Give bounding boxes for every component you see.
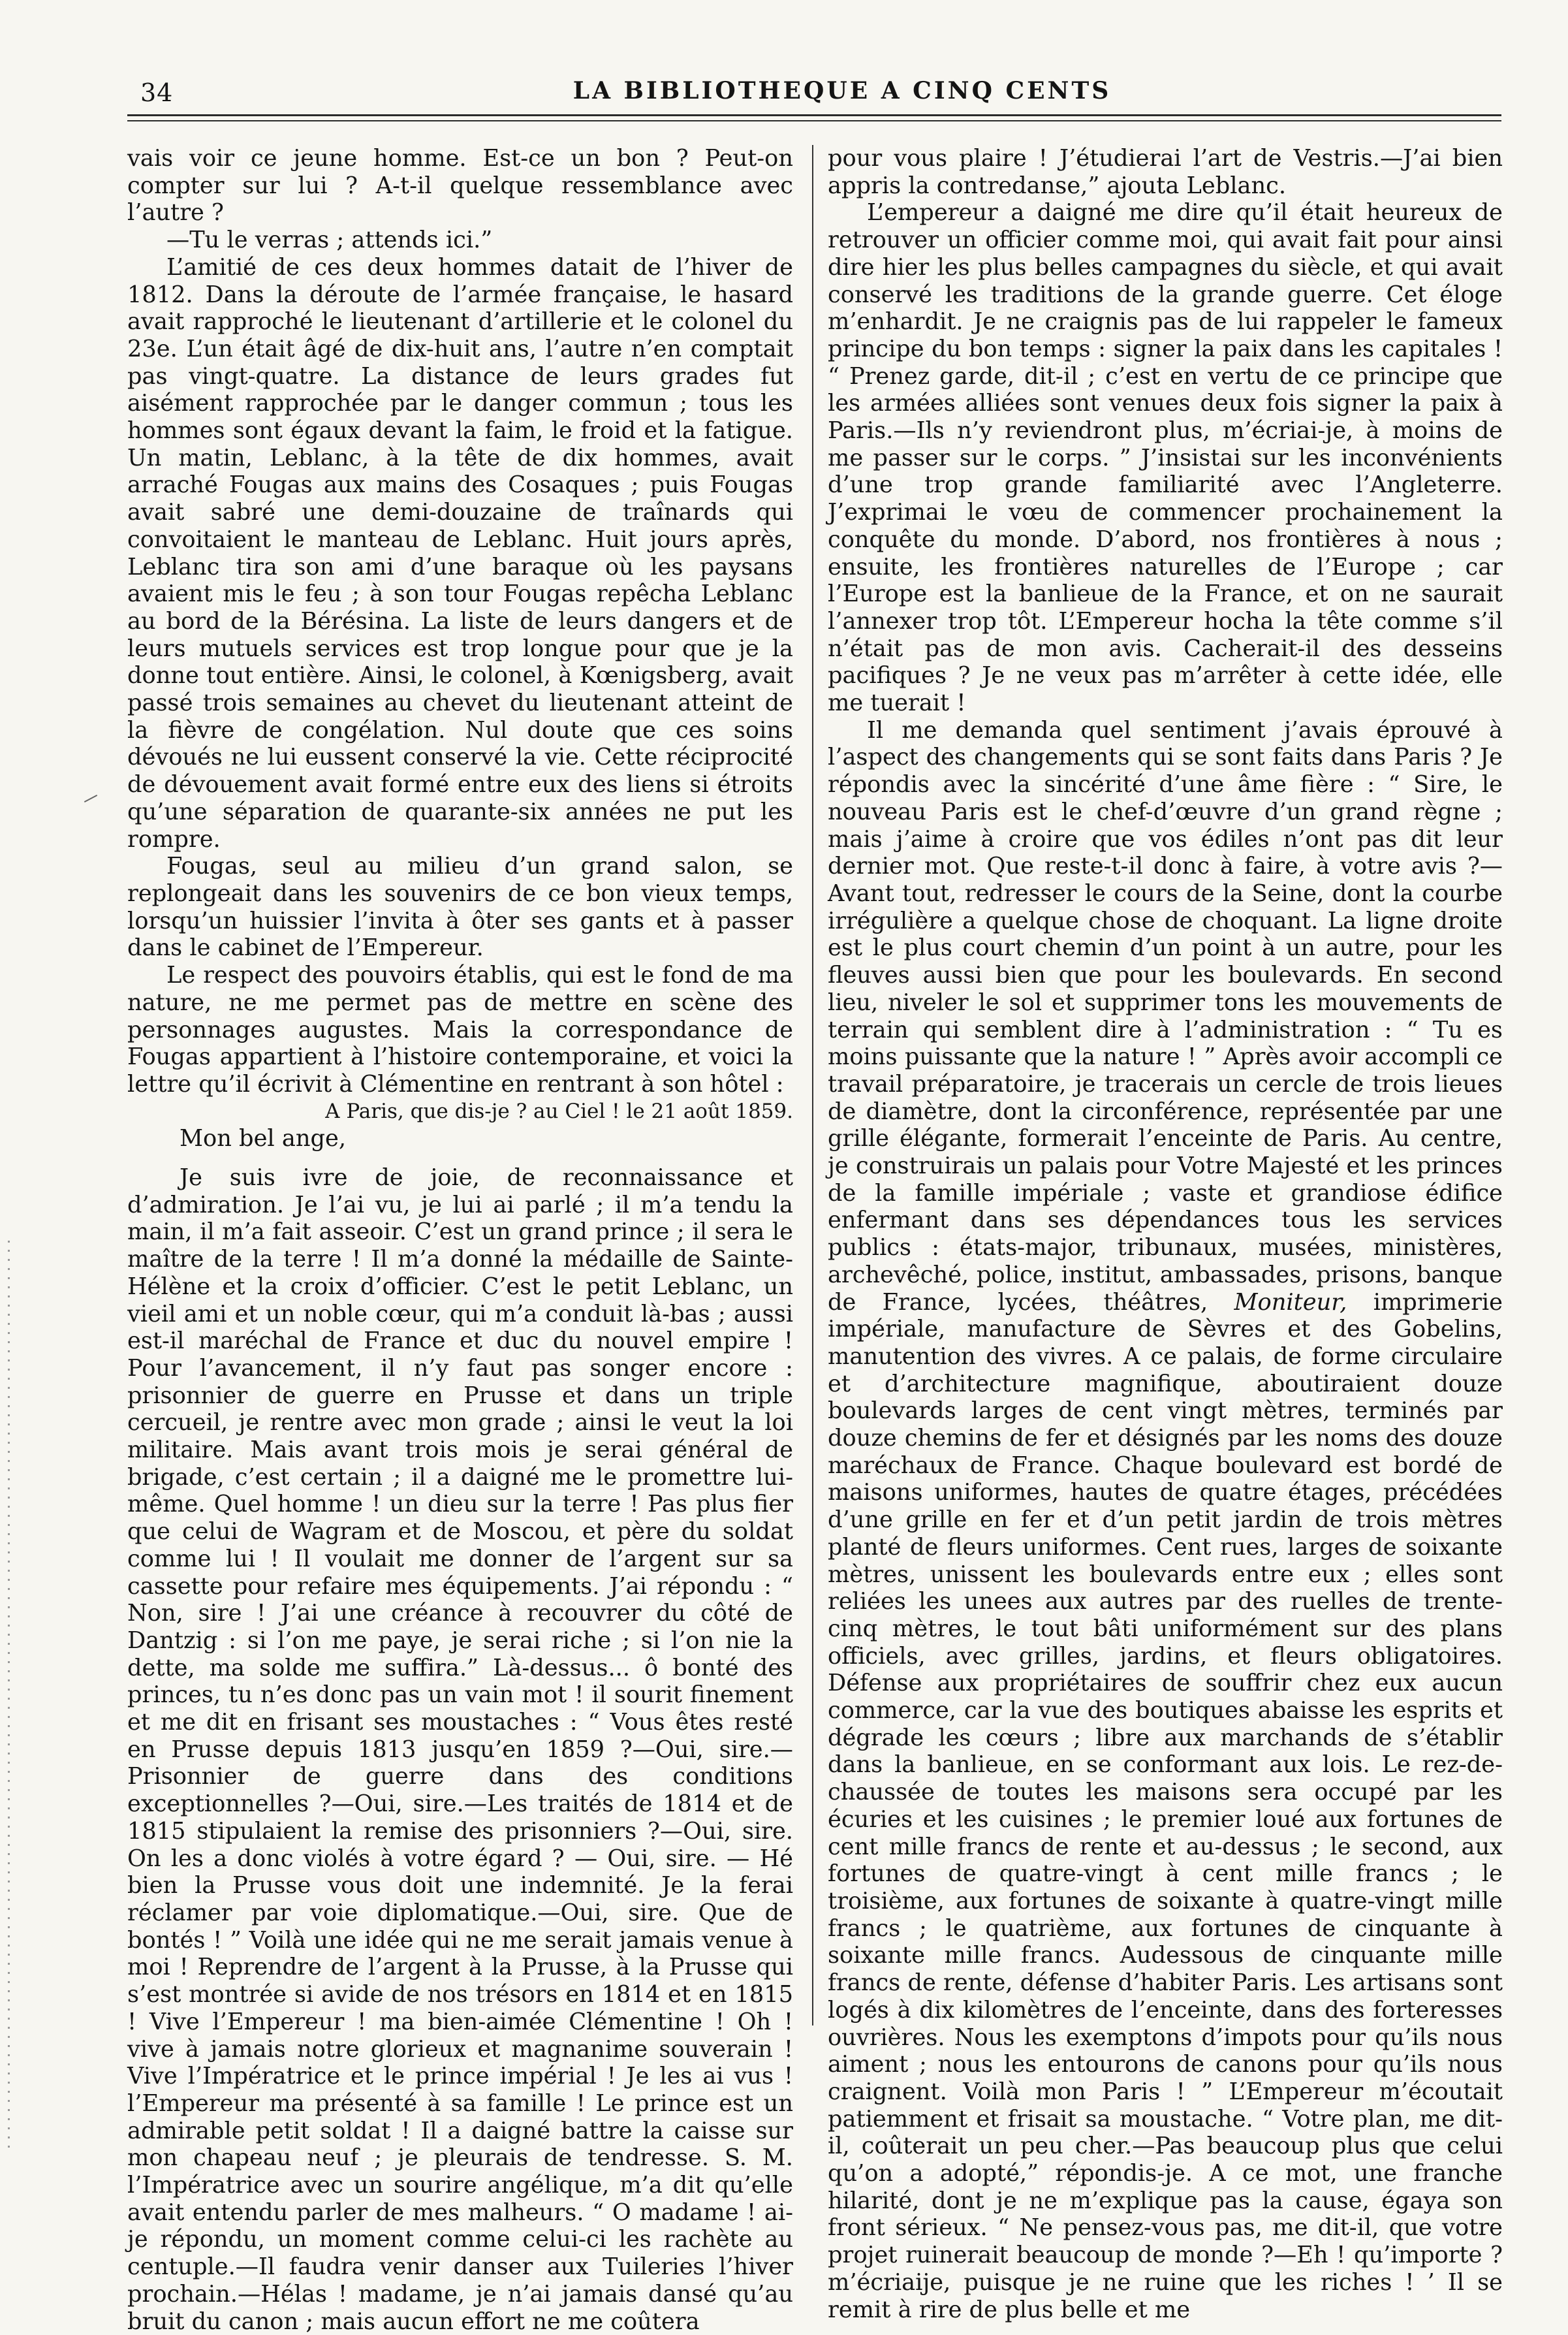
paragraph: vais voir ce jeune homme. Est-ce un bon ? Peut-on compter sur lui ? A-t-il quelque ressemblance avec l’autre ? — [127, 145, 793, 227]
paragraph: pour vous plaire ! J’étudierai l’art de Vestris.—J’ai bien appris la contredanse,” ajouta Leblanc. — [828, 145, 1503, 199]
left-column — [127, 145, 793, 2335]
page-number: 34 — [140, 78, 174, 107]
running-head: LA BIBLIOTHEQUE A CINQ CENTS — [572, 77, 1112, 104]
paragraph-text: Il me demanda quel sentiment j’avais éprouvé à l’aspect des changements qui se sont faits dans Paris ? Je répondis avec la sincérité d’une âme fière : “ Sire, le nouveau Paris est le chef-d’œuvre d’un grand règne ; mais j’aime à croire que vos édiles n’ont pas dit leur dernier mot. Que reste-t-il donc à faire, à votre avis ?—Avant tout, redresser le cours de la Seine, dont la courbe irrégulière a quelque chose de choquant. La ligne droite est le plus court chemin d’un point à un autre, pour les fleuves aussi bien que pour les boulevards. En second lieu, niveler le sol et supprimer tons les mouvements de terrain qui semblent dire à l’administration : “ Tu es moins puissante que la nature ! ” Après avoir accompli ce travail préparatoire, je tracerais un cercle de trois lieues de diamètre, dont la circonférence, représentée par une grille élégante, formerait l’enceinte de Paris. Au centre, je construirais un palais pour Votre Majesté et les princes de la famille impériale ; vaste et grandiose édifice enfermant dans ses dépendances tous les services publics : états-major, tribunaux, musées, ministères, archevêché, police, institut, ambassades, prisons, banque de France, lycées, théâtres, — [828, 716, 1503, 1316]
paragraph: —Tu le verras ; attends ici.” — [166, 227, 493, 254]
paragraph: L’amitié de ces deux hommes datait de l’hiver de 1812. Dans la déroute de l’armée française, le hasard avait rapproché le lieutenant d’artillerie et le colonel du 23e. L’un était âgé de dix-huit ans, l’autre n’en comptait pas vingt-quatre. La distance de leurs grades fut aisément rapprochée par le danger commun ; tous les hommes sont égaux devant la faim, le froid et la fatigue. Un matin, Leblanc, à la tête de dix hommes, avait arraché Fougas aux mains des Cosaques ; puis Fougas avait sabré une demi-douzaine de traînards qui convoitaient le manteau de Leblanc. Huit jours après, Leblanc tira son ami d’une baraque où les paysans avaient mis le feu ; à son tour Fougas repêcha Leblanc au bord de la Bérésina. La liste de leurs dangers et de leurs mutuels services est trop longue pour que je la donne tout entière. Ainsi, le colonel, à Kœnigsberg, avait passé trois semaines au chevet du lieutenant atteint de la fièvre de congélation. Nul doute que ces soins dévoués ne lui eussent conservé la vie. Cette réciprocité de dévouement avait formé entre eux des liens si étroits qu’une séparation de quarante-six années ne put les rompre. — [127, 253, 793, 853]
binding-edge — [8, 1241, 10, 2155]
paragraph-text: imprimerie impériale, manufacture de Sèvres et des Gobelins, manutention des vivres. A ce palais, de forme circulaire et d’architecture magnifique, aboutiraient douze boulevards larges de cent vingt mètres, terminés par douze chemins de fer et désignés par les noms des douze maréchaux de France. Chaque boulevard est bordé de maisons uniformes, hautes de quatre étages, précédées d’une grille en fer et d’un petit jardin de trois mètres planté de fleurs uniformes. Cent rues, larges de soixante mètres, unissent les boulevards entre eux ; elles sont reliées les unees aux autres par des ruelles de trente-cinq mètres, le tout bâti uniformément sur des plans officiels, avec grilles, jardins, et fleurs obligatoires. Défense aux propriétaires de souffrir chez eux aucun commerce, car la vue des boutiques abaisse les esprits et dégrade les cœurs ; libre aux marchands de s’établir dans la banlieue, en se conformant aux lois. Le rez-de-chaussée de toutes les maisons sera occupé par les écuries et les cuisines ; le premier loué aux fortunes de cent mille francs de rente et au-dessus ; le second, aux fortunes de quatre-vingt à cent mille francs ; le troisième, aux fortunes de soixante à quatre-vingt mille francs ; le quatrième, aux fortunes de cinquante à soixante mille francs. Audessous de cinquante mille francs de rente, défense d’habiter Paris. Les artisans sont logés à dix kilomètres de l’enceinte, dans des forteresses ouvrières. Nous les exemptons d’impots pour qu’ils nous aiment ; nous les entourons de canons pour qu’ils nous craignent. Voilà mon Paris ! ” L’Empereur m’écoutait patiemment et frisait sa moustache. “ Votre plan, me dit-il, coûterait un peu cher.—Pas beaucoup plus que celui qu’on a adopté,” répondis-je. A ce mot, une franche hilarité, dont je ne m’explique pas la cause, égaya son front sérieux. “ Ne pensez-vous pas, me dit-il, que votre projet ruinerait beaucoup de monde ?—Eh ! qu’importe ? m’écriaije, puisque je ne ruine que les riches ! ’ Il se remit à rire de plus belle et me — [828, 1288, 1503, 2323]
italic-title: Moniteur, — [1234, 1288, 1347, 1316]
header-rule-thin — [127, 120, 1501, 121]
letter-dateline: A Paris, que dis-je ? au Ciel ! le 21 août 1859. — [325, 1099, 793, 1123]
paragraph — [828, 717, 1503, 2323]
column-divider — [812, 145, 813, 2025]
paragraph: Le respect des pouvoirs établis, qui est le fond de ma nature, ne me permet pas de mettre en scène des personnages augustes. Mais la correspondance de Fougas appartient à l’histoire contemporaine, et voici la lettre qu’il écrivit à Clémentine en rentrant à son hôtel : — [127, 962, 793, 1098]
header-rule-thick — [127, 114, 1501, 116]
right-column — [828, 145, 1503, 2323]
letter-salutation: Mon bel ange, — [180, 1125, 347, 1152]
paragraph: L’empereur a daigné me dire qu’il était heureux de retrouver un officier comme moi, qui avait fait pour ainsi dire hier les plus belles campagnes du siècle, et qui avait conservé les traditions de la grande guerre. Cet éloge m’enhardit. Je ne craignis pas de lui rappeler le fameux principe du bon temps : signer la paix dans les capitales ! “ Prenez garde, dit-il ; c’est en vertu de ce principe que les armées alliées sont venues deux fois signer la paix à Paris.—Ils n’y reviendront plus, m’écriai-je, à moins de me passer sur le corps. ” J’insistai sur les inconvénients d’une trop grande familiarité avec l’Angleterre. J’exprimai le vœu de commencer prochainement la conquête du monde. D’abord, nos frontières à nous ; ensuite, les frontières naturelles de l’Europe ; car l’Europe est la banlieue de la France, et on ne saurait l’annexer trop tôt. L’Empereur hocha la tête comme s’il n’était pas de mon avis. Cacherait-il des desseins pacifiques ? Je ne veux pas m’arrêter à cette idée, elle me tuerait ! — [828, 199, 1503, 717]
letter-body: Je suis ivre de joie, de reconnaissance et d’admiration. Je l’ai vu, je lui ai parlé ; il m’a tendu la main, il m’a fait asseoir. C’est un grand prince ; il sera le maître de la terre ! Il m’a donné la médaille de Sainte-Hélène et la croix d’officier. C’est le petit Leblanc, un vieil ami et un noble cœur, qui m’a conduit là-bas ; aussi est-il maréchal de France et duc du nouvel empire ! Pour l’avancement, il n’y faut pas songer encore : prisonnier de guerre en Prusse et dans un triple cercueil, je rentre avec mon grade ; ainsi le veut la loi militaire. Mais avant trois mois je serai général de brigade, c’est certain ; il a daigné me le promettre lui-même. Quel homme ! un dieu sur la terre ! Pas plus fier que celui de Wagram et de Moscou, et père du soldat comme lui ! Il voulait me donner de l’argent sur sa cassette pour refaire mes équipements. J’ai répondu : “ Non, sire ! J’ai une créance à recouvrer du côté de Dantzig : si l’on me paye, je serai riche ; si l’on nie la dette, ma solde me suffira.” Là-dessus... ô bonté des princes, tu n’es donc pas un vain mot ! il sourit finement et me dit en frisant ses moustaches : “ Vous êtes resté en Prusse depuis 1813 jusqu’en 1859 ?—Oui, sire.—Prisonnier de guerre dans des conditions exceptionnelles ?—Oui, sire.—Les traités de 1814 et de 1815 stipulaient la remise des prisonniers ?—Oui, sire. On les a donc violés à votre égard ? — Oui, sire. — Hé bien la Prusse vous doit une indemnité. Je la ferai réclamer par voie diplomatique.—Oui, sire. Que de bontés ! ” Voilà une idée qui ne me serait jamais venue à moi ! Reprendre de l’argent à la Prusse, à la Prusse qui s’est montrée si avide de nos trésors en 1814 et en 1815 ! Vive l’Empereur ! ma bien-aimée Clémentine ! Oh ! vive à jamais notre glorieux et magnanime souverain ! Vive l’Impératrice et le prince impérial ! Je les ai vus ! l’Empereur ma présenté à sa famille ! Le prince est un admirable petit soldat ! Il a daigné battre la caisse sur mon chapeau neuf ; je pleurais de tendresse. S. M. l’Impératrice avec un sourire angélique, m’a dit qu’elle avait entendu parler de mes malheurs. “ O madame ! ai-je répondu, un moment comme celui-ci les rachète au centuple.—Il faudra venir danser aux Tuileries l’hiver prochain.—Hélas ! madame, je n’ai jamais dansé qu’au bruit du canon ; mais aucun effort ne me coûtera — [127, 1164, 793, 2335]
paragraph: Fougas, seul au milieu d’un grand salon, se replongeait dans les souvenirs de ce bon vieux temps, lorsqu’un huissier l’invita à ôter ses gants et à passer dans le cabinet de l’Empereur. — [127, 853, 793, 962]
margin-mark — [84, 795, 97, 802]
